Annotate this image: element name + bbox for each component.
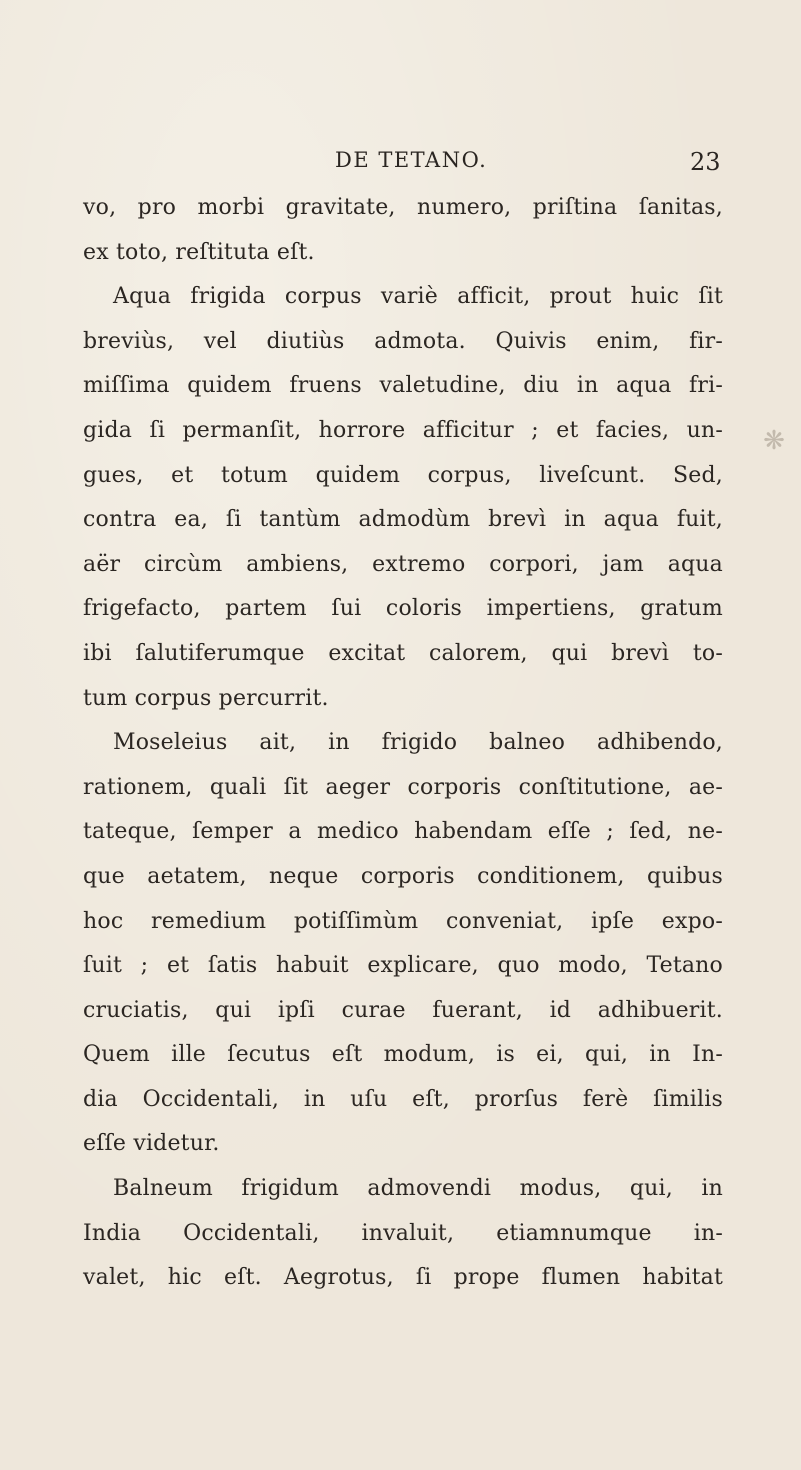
text-line: tum corpus percurrit. xyxy=(83,685,329,711)
text-line: frigefacto, partem ſui coloris impertiens, gratum xyxy=(83,596,723,622)
margin-smudge-icon: ❋ xyxy=(763,426,785,456)
text-line: vo, pro morbi gravitate, numero, priſtina ſanitas, xyxy=(83,195,723,220)
text-line: dia Occidentali, in uſu eſt, prorſus ferè ſimilis xyxy=(83,1086,723,1112)
text-line: gida ſi permanſit, horrore afficitur ; et facies, un- xyxy=(83,417,723,443)
text-line: cruciatis, qui ipſi curae fuerant, id adhibuerit. xyxy=(83,997,723,1023)
text-line: Moseleius ait, in frigido balneo adhibendo, xyxy=(113,730,723,756)
text-line: Aqua frigida corpus variè afficit, prout huic ſit xyxy=(113,284,723,310)
text-line: hoc remedium potiſſimùm conveniat, ipſe expo- xyxy=(83,908,723,934)
text-line: ſuit ; et ſatis habuit explicare, quo modo, Tetano xyxy=(83,953,723,979)
text-line: ex toto, reſtituta eſt. xyxy=(83,239,315,265)
text-line: breviùs, vel diutiùs admota. Quivis enim, fir- xyxy=(83,328,723,354)
running-head xyxy=(0,140,801,180)
text-line: Balneum frigidum admovendi modus, qui, in xyxy=(113,1176,723,1202)
body-text xyxy=(83,186,723,1301)
text-line: aër circùm ambiens, extremo corpori, jam aqua xyxy=(83,551,723,577)
text-line: Quem ille ſecutus eſt modum, is ei, qui, in In- xyxy=(83,1042,723,1068)
text-line: eſſe videtur. xyxy=(83,1131,220,1157)
text-line: valet, hic eſt. Aegrotus, ſi prope flumen habitat xyxy=(83,1265,723,1291)
text-line: contra ea, ſi tantùm admodùm brevì in aqua fuit, xyxy=(83,507,723,533)
text-line: tateque, ſemper a medico habendam eſſe ; ſed, ne- xyxy=(83,819,723,845)
running-title: DE TETANO. xyxy=(335,148,488,172)
page-number: 23 xyxy=(690,148,721,176)
text-line: India Occidentali, invaluit, etiamnumque in- xyxy=(83,1220,723,1246)
text-line: rationem, quali ſit aeger corporis conſtitutione, ae- xyxy=(83,774,723,800)
text-line: ibi ſalutiferumque excitat calorem, qui brevì to- xyxy=(83,640,723,666)
text-line: gues, et totum quidem corpus, liveſcunt. Sed, xyxy=(83,462,723,488)
text-line: miſſima quidem fruens valetudine, diu in aqua fri- xyxy=(83,373,723,399)
text-line: que aetatem, neque corporis conditionem, quibus xyxy=(83,863,723,889)
